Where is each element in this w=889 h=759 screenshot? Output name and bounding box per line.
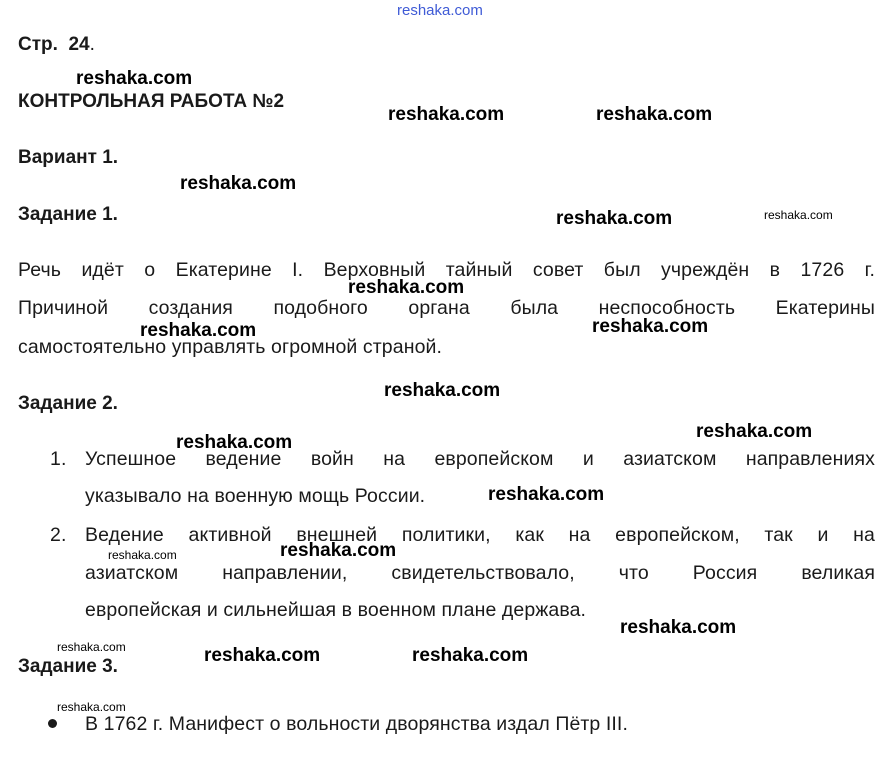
watermark: reshaka.com	[76, 68, 193, 89]
task2-item-1-line-2: указывало на военную мощь России.	[85, 485, 426, 507]
task2-heading: Задание 2.	[18, 393, 118, 414]
variant-heading: Вариант 1.	[18, 147, 119, 168]
watermark: reshaka.com	[488, 484, 605, 505]
watermark: reshaka.com	[388, 104, 505, 125]
watermark: reshaka.com	[384, 380, 501, 401]
page-ref-label: Стр.	[18, 34, 58, 55]
page-ref-number: 24	[68, 34, 90, 55]
task1-line-1: Речь идёт о Екатерине I. Верховный тайный совет был учреждён в 1726 г.	[18, 259, 875, 281]
watermark: reshaka.com	[176, 432, 293, 453]
task3-heading: Задание 3.	[18, 656, 118, 677]
watermark-small: reshaka.com	[57, 700, 126, 714]
watermark: reshaka.com	[348, 277, 465, 298]
task2-item-1-number: 1.	[50, 448, 67, 470]
watermark: reshaka.com	[556, 208, 673, 229]
watermark: reshaka.com	[412, 645, 529, 666]
watermark: reshaka.com	[180, 173, 297, 194]
watermark: reshaka.com	[592, 316, 709, 337]
watermark: reshaka.com	[696, 421, 813, 442]
watermark-small: reshaka.com	[764, 208, 833, 222]
task2-item-2-line-1: Ведение активной внешней политики, как на европейском, так и на	[85, 524, 875, 546]
page-ref-dot: .	[89, 34, 95, 55]
page-reference	[18, 34, 95, 56]
task1-line-3: самостоятельно управлять огромной страной.	[18, 336, 443, 358]
watermark-small: reshaka.com	[108, 548, 177, 562]
watermark-small: reshaka.com	[57, 640, 126, 654]
watermark-top: reshaka.com	[397, 2, 483, 19]
watermark: reshaka.com	[204, 645, 321, 666]
task2-item-2-line-3: европейская и сильнейшая в военном плане держава.	[85, 599, 587, 621]
task2-item-2-line-2: азиатском направлении, свидетельствовало, что Россия великая	[85, 562, 875, 584]
task2-item-1-line-1: Успешное ведение войн на европейском и азиатском направлениях	[85, 448, 875, 470]
document-title: КОНТРОЛЬНАЯ РАБОТА №2	[18, 91, 285, 112]
watermark: reshaka.com	[620, 617, 737, 638]
bullet-icon	[48, 719, 57, 728]
task2-item-2-number: 2.	[50, 524, 67, 546]
watermark: reshaka.com	[596, 104, 713, 125]
watermark: reshaka.com	[280, 540, 397, 561]
task1-heading: Задание 1.	[18, 204, 118, 225]
task1-line-2: Причиной создания подобного органа была неспособность Екатерины	[18, 297, 875, 319]
task3-item-1: В 1762 г. Манифест о вольности дворянства издал Пётр III.	[85, 713, 628, 735]
watermark: reshaka.com	[140, 320, 257, 341]
